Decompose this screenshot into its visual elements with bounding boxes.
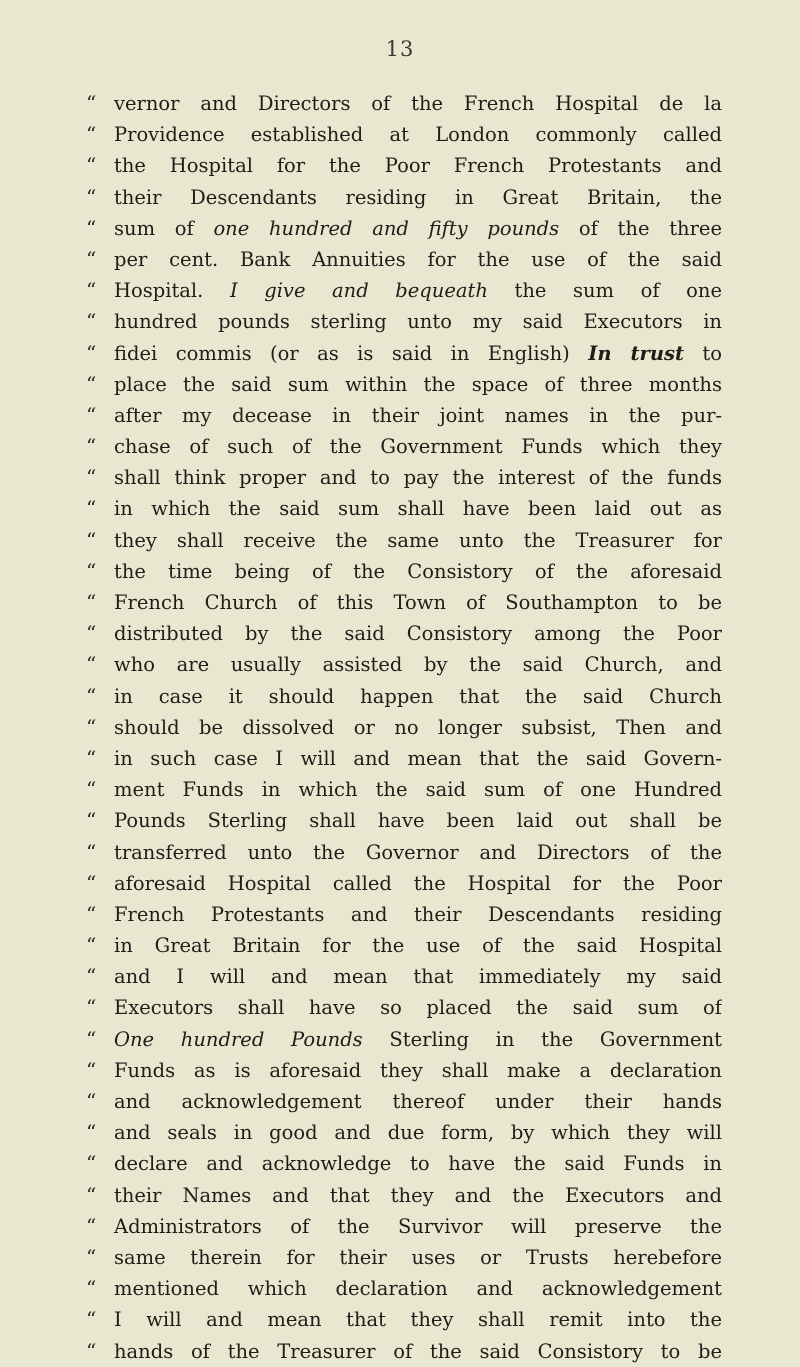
text-run: Hospital.: [114, 279, 230, 303]
quote-mark: “: [86, 1057, 97, 1082]
quote-mark: “: [86, 590, 97, 614]
text-run: their Names and that they and the Executors and: [114, 1183, 722, 1207]
line-text: [114, 1148, 722, 1179]
text-line: [86, 774, 722, 805]
text-line: [86, 400, 722, 431]
line-text: [114, 306, 722, 337]
text-line: [86, 587, 722, 618]
quote-mark: “: [86, 91, 97, 115]
line-text: [114, 213, 722, 244]
text-run: in case it should happen that the said Church: [114, 684, 722, 708]
text-run: mentioned which declaration and acknowledgement: [114, 1277, 722, 1301]
quote-mark: “: [86, 340, 97, 365]
text-line: [86, 493, 722, 524]
quote-mark: “: [86, 1276, 97, 1301]
text-line: [86, 431, 722, 462]
text-line: [86, 244, 722, 275]
line-text: [114, 1273, 722, 1304]
text-run: and seals in good and due form, by which they will: [114, 1121, 722, 1145]
line-text: [114, 1024, 722, 1055]
quote-mark: “: [86, 1307, 97, 1332]
text-run: Providence established at London commonly called: [114, 123, 722, 147]
text-line: [86, 1242, 722, 1273]
text-run: and acknowledgement thereof under their hands: [114, 1090, 722, 1113]
text-run: ment Funds in which the said sum of one Hundred: [114, 778, 722, 802]
quote-mark: “: [86, 1338, 97, 1363]
line-text: [114, 681, 722, 712]
text-line: [86, 462, 722, 493]
text-line: [86, 930, 722, 961]
text-line: [86, 556, 722, 587]
text-line: [86, 1180, 722, 1211]
line-text: [114, 244, 722, 275]
text-run: hands of the Treasurer of the said Consistory to be: [114, 1339, 722, 1363]
quote-mark: “: [86, 652, 97, 677]
quote-mark: “: [86, 870, 97, 895]
text-run: should be dissolved or no longer subsist, Then and: [114, 715, 722, 739]
quote-mark: “: [86, 184, 97, 209]
quote-mark: “: [86, 465, 97, 490]
text-run: and I will and mean that immediately my said: [114, 965, 722, 989]
text-line: [86, 88, 722, 119]
line-text: [114, 618, 722, 649]
quote-mark: “: [86, 933, 97, 958]
quote-mark: “: [86, 777, 97, 802]
text-line: [86, 1148, 722, 1179]
emphasized-text: I give and bequeath: [229, 279, 488, 303]
text-run: hundred pounds sterling unto my said Executors in: [114, 310, 722, 334]
line-text: [114, 275, 722, 306]
text-run: chase of such of the Government Funds which they: [114, 435, 722, 459]
line-text: [114, 556, 722, 587]
text-run: after my decease in their joint names in the pur-: [114, 403, 722, 427]
line-text: [114, 182, 722, 213]
quote-mark: “: [86, 153, 97, 178]
text-run: Administrators of the Survivor will preserve the: [114, 1214, 722, 1238]
quote-mark: “: [86, 309, 97, 334]
line-text: [114, 961, 722, 992]
text-line: [86, 868, 722, 899]
line-text: [114, 338, 722, 369]
text-run: transferred unto the Governor and Directors of the: [114, 840, 722, 864]
quote-mark: “: [86, 714, 97, 739]
text-run: in such case I will and mean that the said Govern-: [114, 746, 722, 770]
line-text: [114, 992, 722, 1023]
line-text: [114, 805, 722, 836]
quote-mark: “: [86, 558, 97, 583]
quote-mark: “: [86, 122, 97, 147]
line-text: [114, 1242, 722, 1273]
text-run: in Great Britain for the use of the said Hospital: [114, 934, 722, 958]
line-text: [114, 649, 722, 680]
line-text: [114, 1304, 722, 1335]
line-text: [114, 119, 722, 150]
line-text: [114, 774, 722, 805]
text-run: same therein for their uses or Trusts herebefore: [114, 1245, 722, 1269]
text-line: [86, 1117, 722, 1148]
quote-mark: “: [86, 901, 97, 926]
text-line: [86, 618, 722, 649]
text-line: [86, 306, 722, 337]
line-text: [114, 1086, 722, 1117]
text-line: [86, 681, 722, 712]
text-line: [86, 1211, 722, 1242]
line-text: [114, 88, 722, 119]
line-text: [114, 493, 722, 524]
text-line: [86, 213, 722, 244]
text-line: [86, 1273, 722, 1304]
text-run: per cent. Bank Annuities for the use of the said: [114, 247, 722, 271]
quote-mark: “: [86, 371, 97, 396]
quote-mark: “: [86, 995, 97, 1020]
text-run: Sterling in the Government: [362, 1027, 722, 1051]
text-line: [86, 275, 722, 306]
line-text: [114, 150, 722, 181]
quote-mark: “: [86, 215, 97, 240]
line-text: [114, 462, 722, 493]
quote-mark: “: [86, 246, 97, 271]
quote-mark: “: [86, 683, 97, 708]
text-run: the sum of one: [487, 279, 722, 303]
text-line: [86, 1304, 722, 1335]
line-text: [114, 1180, 722, 1211]
text-run: French Church of this Town of Southampton to be: [114, 591, 722, 614]
text-run: their Descendants residing in Great Britain, the: [114, 185, 722, 209]
line-text: [114, 743, 722, 774]
quote-mark: “: [86, 745, 97, 770]
text-run: they shall receive the same unto the Treasurer for: [114, 528, 722, 552]
line-text: [114, 712, 722, 743]
quote-mark: “: [86, 1182, 97, 1207]
text-line: [86, 338, 722, 369]
text-run: Pounds Sterling shall have been laid out shall be: [114, 809, 722, 833]
text-line: [86, 649, 722, 680]
text-run: Executors shall have so placed the said sum of: [114, 996, 722, 1020]
text-run: sum of: [114, 216, 214, 240]
text-line: [86, 1024, 722, 1055]
quote-mark: “: [86, 1026, 97, 1051]
line-text: [114, 431, 722, 462]
text-line: [86, 712, 722, 743]
text-line: [86, 837, 722, 868]
text-line: [86, 182, 722, 213]
line-text: [114, 587, 722, 618]
text-line: [86, 119, 722, 150]
quote-mark: “: [86, 839, 97, 864]
text-run: aforesaid Hospital called the Hospital for the Poor: [114, 871, 722, 895]
text-line: [86, 1086, 722, 1117]
page-number: 13: [385, 37, 415, 61]
text-run: place the said sum within the space of three months: [114, 372, 722, 396]
quote-mark: “: [86, 434, 97, 459]
text-line: [86, 369, 722, 400]
text-line: [86, 525, 722, 556]
text-line: [86, 150, 722, 181]
text-line: [86, 743, 722, 774]
text-line: [86, 992, 722, 1023]
text-run: distributed by the said Consistory among the Poor: [114, 622, 722, 646]
quote-mark: “: [86, 1213, 97, 1238]
text-run: who are usually assisted by the said Church, and: [114, 653, 722, 677]
text-run: shall think proper and to pay the interest of the funds: [114, 466, 722, 490]
quote-mark: “: [86, 964, 97, 989]
line-text: [114, 525, 722, 556]
line-text: [114, 1055, 722, 1086]
text-run: Funds as is aforesaid they shall make a declaration: [114, 1058, 722, 1082]
line-text: [114, 1211, 722, 1242]
text-run: declare and acknowledge to have the said Funds in: [114, 1152, 722, 1176]
quote-mark: “: [86, 402, 97, 427]
line-text: [114, 899, 722, 930]
text-run: fidei commis (or as is said in English): [114, 341, 589, 365]
text-run: the Hospital for the Poor French Protestants and: [114, 154, 722, 178]
text-run: the time being of the Consistory of the aforesaid: [114, 559, 722, 583]
text-line: [86, 961, 722, 992]
text-line: [86, 805, 722, 836]
line-text: [114, 930, 722, 961]
quote-mark: “: [86, 1120, 97, 1145]
text-line: [86, 1336, 722, 1367]
line-text: [114, 1336, 722, 1367]
body-text: [86, 88, 722, 1367]
text-run: French Protestants and their Descendants residing: [114, 902, 722, 926]
line-text: [114, 868, 722, 899]
emphasized-text: One hundred Pounds: [114, 1027, 363, 1051]
emphasized-text: one hundred and fifty pounds: [213, 216, 560, 240]
text-run: vernor and Directors of the French Hospital de la: [114, 92, 722, 115]
text-run: of the three: [559, 216, 722, 240]
line-text: [114, 1117, 722, 1148]
quote-mark: “: [86, 527, 97, 552]
text-line: [86, 1055, 722, 1086]
quote-mark: “: [86, 496, 97, 521]
quote-mark: “: [86, 1151, 97, 1176]
text-run: to: [683, 341, 722, 365]
quote-mark: “: [86, 1244, 97, 1269]
quote-mark: “: [86, 808, 97, 833]
text-run: in which the said sum shall have been laid out as: [114, 497, 722, 521]
emphasized-text: In trust: [588, 341, 684, 365]
line-text: [114, 400, 722, 431]
line-text: [114, 369, 722, 400]
text-line: [86, 899, 722, 930]
quote-mark: “: [86, 621, 97, 646]
quote-mark: “: [86, 278, 97, 303]
text-run: I will and mean that they shall remit into the: [114, 1308, 722, 1332]
line-text: [114, 837, 722, 868]
quote-mark: “: [86, 1089, 97, 1113]
